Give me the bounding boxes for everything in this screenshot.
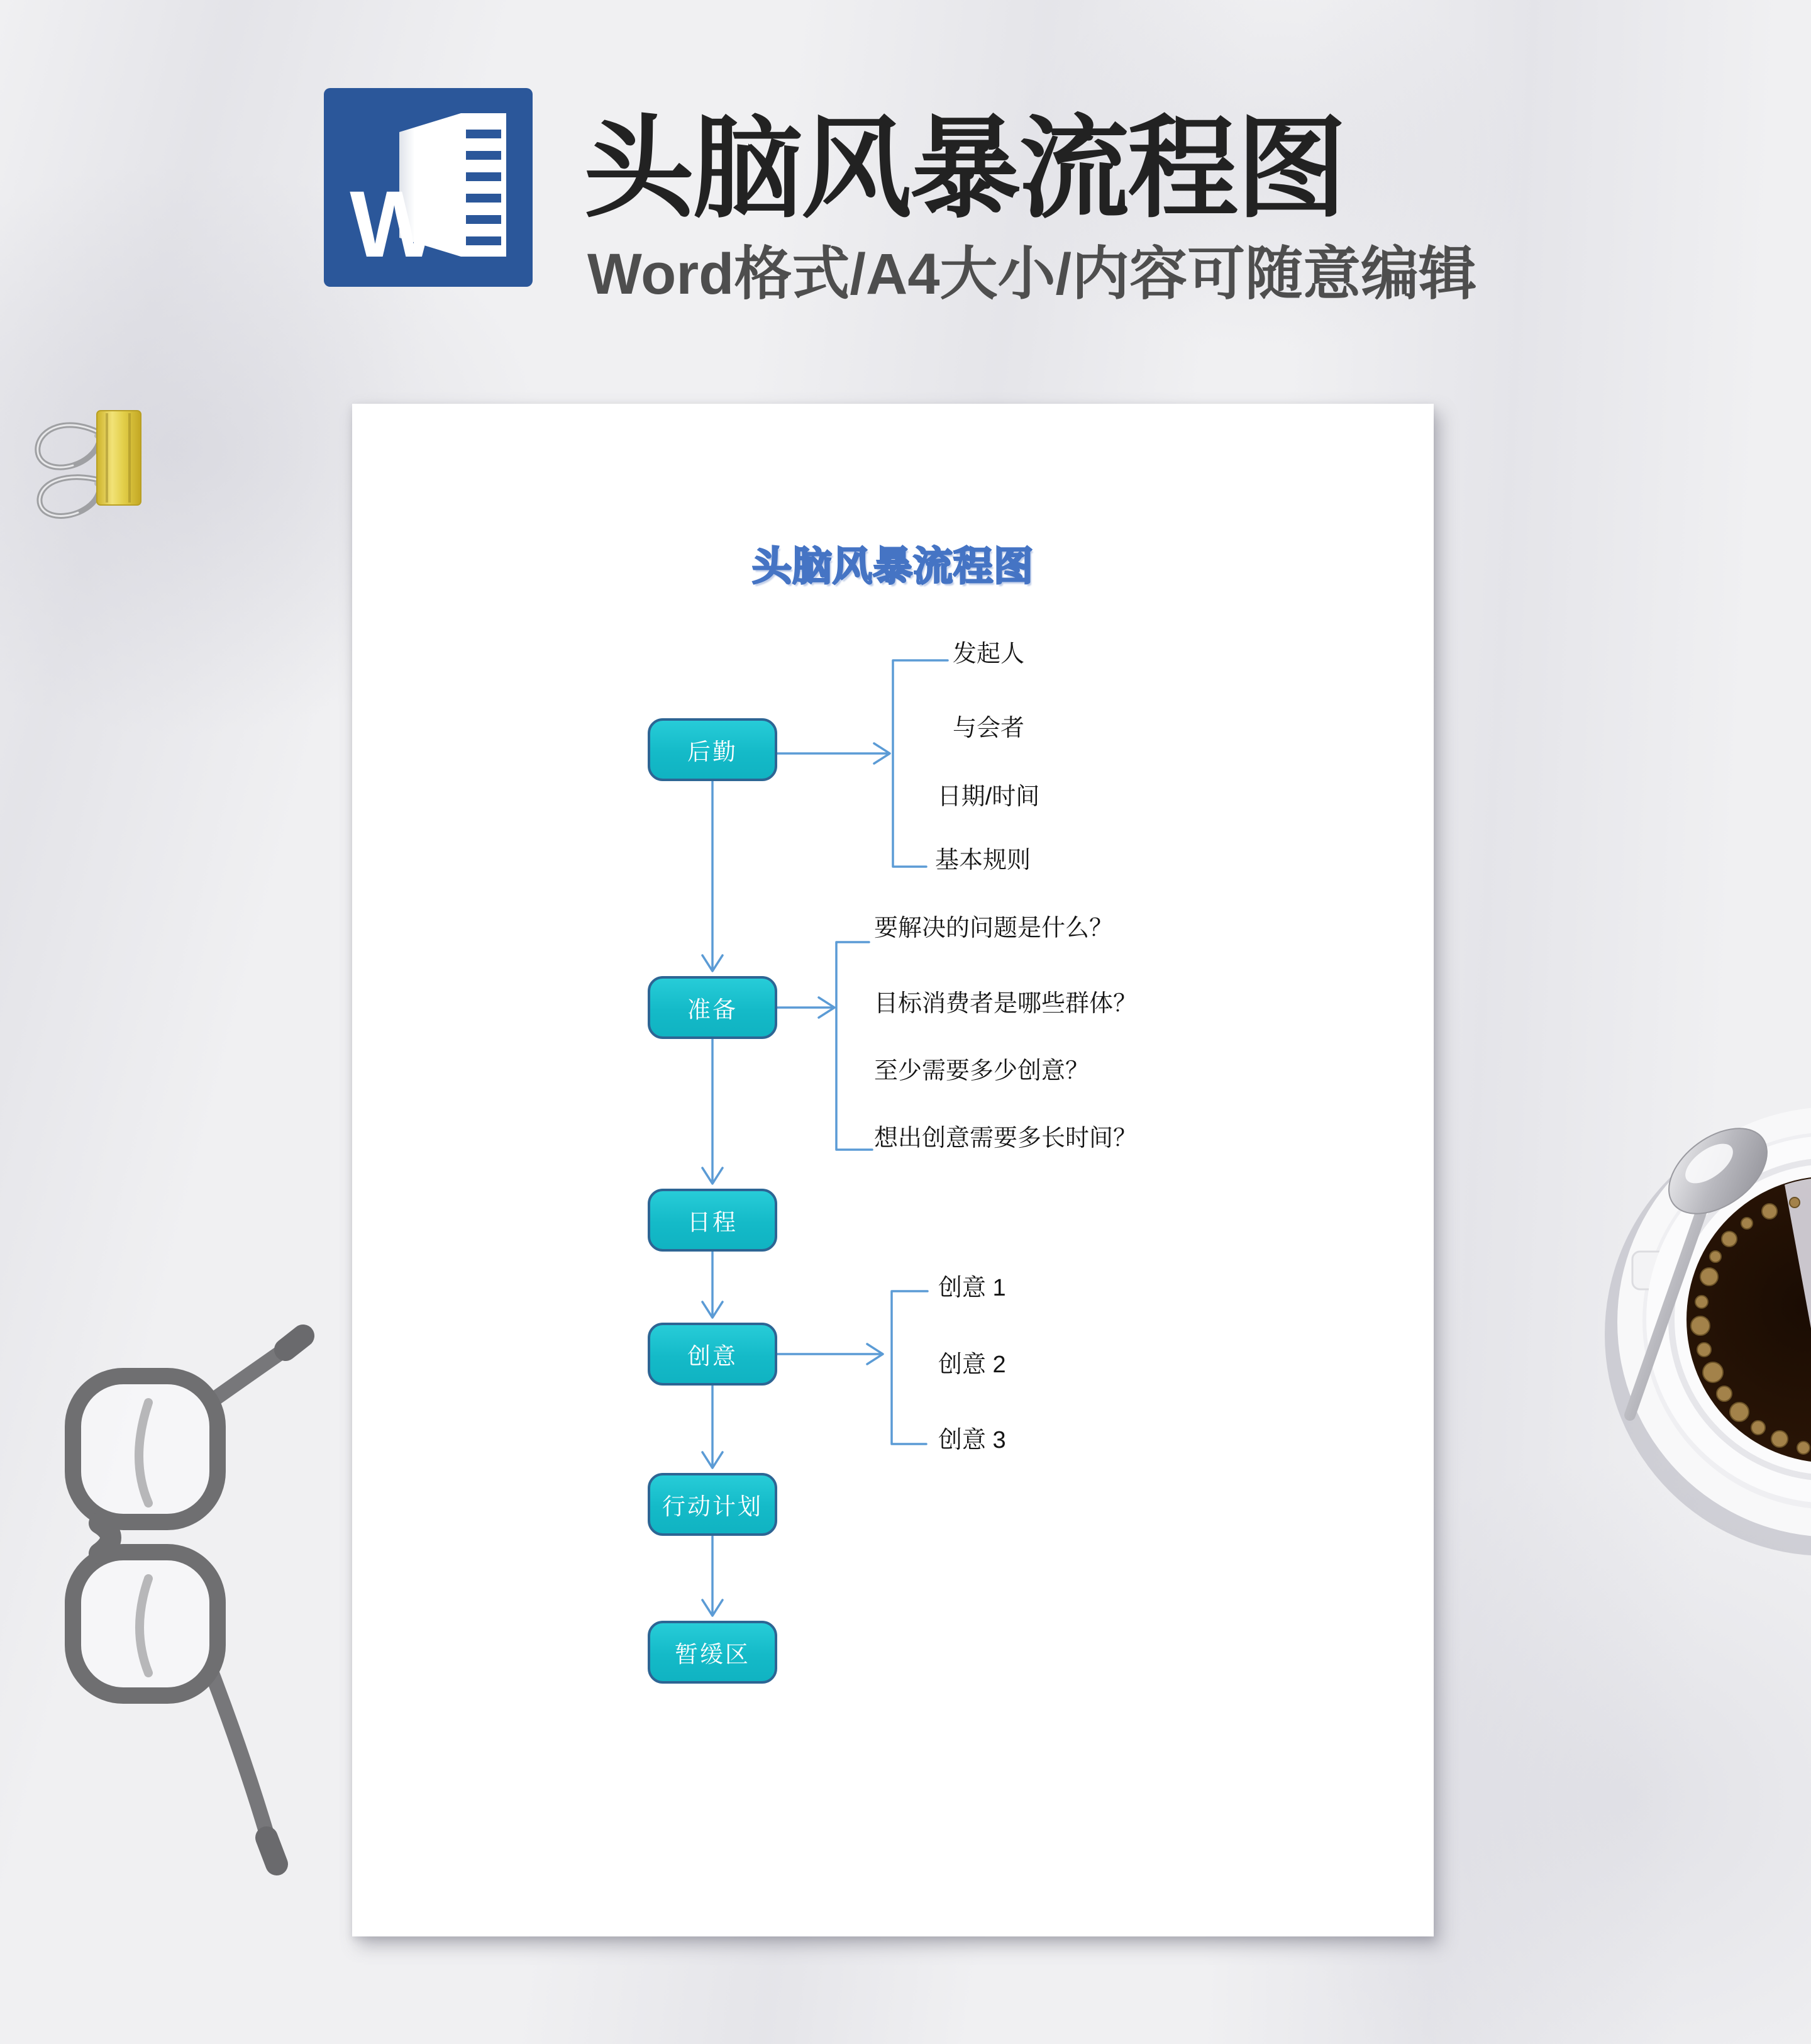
flow-node-prepare (648, 976, 777, 1039)
branch-label-idea-count: 至少需要多少创意？ (874, 1058, 1090, 1084)
document-title: 头脑风暴流程图 (752, 545, 1034, 589)
flow-node-label: 暂缓区 (675, 1641, 750, 1667)
branch-label-problem: 要解决的问题是什么？ (874, 915, 1114, 941)
bracket-idea (892, 1291, 928, 1444)
flowchart-connectors (352, 404, 1434, 1936)
flow-node-holding-area (648, 1621, 777, 1684)
branch-label-idea-time: 想出创意需要多长时间？ (874, 1125, 1138, 1152)
flow-node-label: 日程 (687, 1209, 738, 1235)
glasses (54, 1333, 318, 1887)
flow-node-label: 行动计划 (662, 1494, 763, 1519)
flow-node-label: 创意 (687, 1343, 738, 1369)
connector-action-holding (702, 1536, 723, 1616)
branch-label-ground-rules: 基本规则 (934, 847, 1031, 874)
bracket-prepare (836, 942, 872, 1150)
connector-idea-branch (777, 1344, 883, 1364)
flow-node-label: 后勤 (687, 739, 738, 765)
branch-label-initiator: 发起人 (952, 641, 1025, 667)
connector-prepare-schedule (702, 1040, 723, 1184)
word-icon (324, 88, 533, 287)
flow-node-schedule (648, 1189, 777, 1252)
connector-idea-action (702, 1386, 723, 1468)
branch-label-consumers: 目标消费者是哪些群体？ (874, 991, 1138, 1017)
flow-node-logistics (648, 718, 777, 781)
header-title: 头脑风暴流程图 (584, 108, 1346, 231)
connector-prepare-branch (777, 997, 834, 1018)
connector-schedule-idea (702, 1252, 723, 1318)
flow-node-label: 准备 (687, 997, 738, 1023)
branch-label-idea-2: 创意 2 (938, 1352, 1006, 1378)
glasses-bridge (99, 1523, 111, 1553)
branch-label-attendees: 与会者 (952, 715, 1025, 742)
binder-clip-body (97, 411, 141, 505)
branch-label-date-time: 日期/时间 (937, 784, 1040, 810)
branch-label-idea-3: 创意 3 (938, 1427, 1006, 1453)
document-page (352, 404, 1434, 1936)
connector-logistics-prepare (702, 782, 723, 971)
connector-logistics-branch (777, 743, 890, 764)
branch-label-idea-1: 创意 1 (938, 1275, 1006, 1301)
flow-node-idea (648, 1323, 777, 1386)
header-subtitle: Word格式/A4大小/内容可随意编辑 (587, 242, 1477, 306)
bracket-logistics (893, 660, 948, 867)
word-icon-letter: W (350, 171, 439, 277)
coffee-cup (1559, 1088, 1811, 1553)
binder-clip (23, 406, 148, 513)
flow-node-action-plan (648, 1473, 777, 1536)
